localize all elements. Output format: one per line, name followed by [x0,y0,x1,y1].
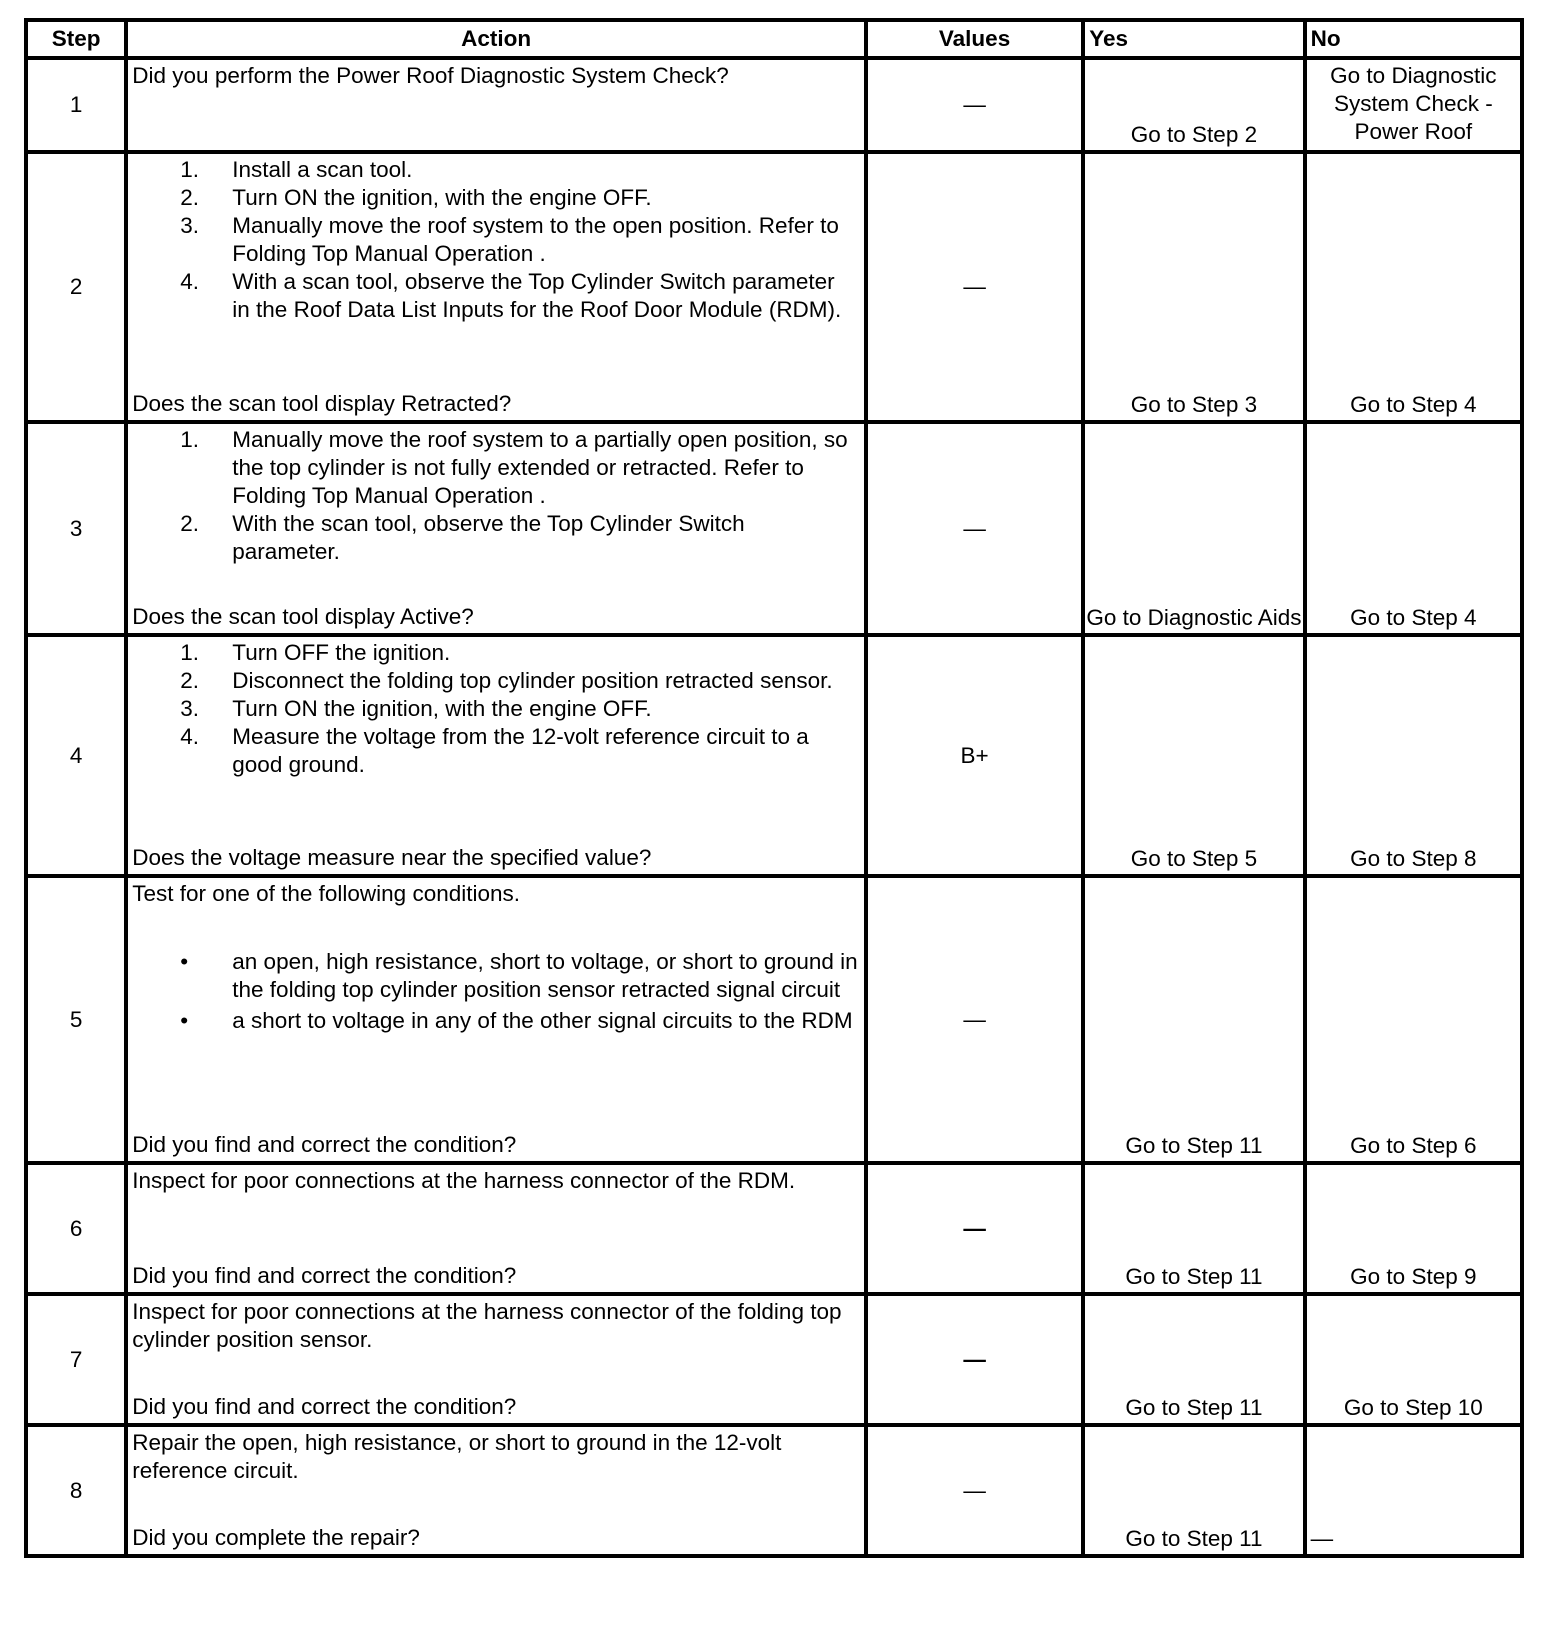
action-cell [126,1163,866,1294]
action-cell [126,422,866,635]
step-number: 5 [26,876,126,1163]
yes-cell: Go to Step 5 [1083,635,1304,876]
action-intro: Repair the open, high resistance, or short to ground in the 12-volt reference circuit. [132,1430,782,1483]
value-cell: — [866,1425,1083,1556]
yes-cell: Go to Step 11 [1083,876,1304,1163]
action-question: Does the voltage measure near the specified value? [132,845,652,870]
table-row [26,1425,1522,1556]
step-number: 6 [26,1163,126,1294]
action-cell [126,58,866,152]
table-row [26,876,1522,1163]
diagnostic-table [24,18,1524,1558]
no-cell: Go to Step 8 [1305,635,1522,876]
list-item: 1. Turn OFF the ignition. [180,640,451,665]
action-cell [126,1425,866,1556]
header-values: Values [866,20,1083,58]
step-number: 3 [26,422,126,635]
list-item: 2. Disconnect the folding top cylinder position retracted sensor. [180,668,833,693]
yes-cell: Go to Step 11 [1083,1163,1304,1294]
list-item: • an open, high resistance, short to voltage, or short to ground in the folding top cylinder position sensor retracted signal circuit [180,949,858,1002]
header-row [26,20,1522,58]
yes-cell: Go to Diagnostic Aids [1083,422,1304,635]
action-cell [126,635,866,876]
action-steps [132,156,858,324]
list-item: 4. With a scan tool, observe the Top Cylinder Switch parameter in the Roof Data List Inputs for the Roof Door Module (RDM). [180,269,842,322]
table-row [26,1294,1522,1425]
condition-list [132,948,858,1038]
list-item: 1. Manually move the roof system to a partially open position, so the top cylinder is not fully extended or retracted. Refer to Folding Top Manual Operation . [180,427,848,508]
value-cell: — [866,1163,1083,1294]
action-intro: Inspect for poor connections at the harness connector of the RDM. [132,1168,796,1193]
step-number: 8 [26,1425,126,1556]
header-action: Action [126,20,866,58]
action-cell [126,1294,866,1425]
list-item: 1. Install a scan tool. [180,157,413,182]
action-steps [132,639,858,779]
value-cell: — [866,58,1083,152]
yes-cell: Go to Step 11 [1083,1425,1304,1556]
yes-cell: Go to Step 3 [1083,152,1304,422]
action-cell [126,876,866,1163]
action-question: Did you complete the repair? [132,1525,420,1550]
value-cell: — [866,152,1083,422]
value-cell: — [866,422,1083,635]
value-cell: — [866,1294,1083,1425]
step-number: 7 [26,1294,126,1425]
list-item: • a short to voltage in any of the other signal circuits to the RDM [180,1008,853,1033]
no-cell: — [1305,1425,1522,1556]
no-cell: Go to Step 4 [1305,422,1522,635]
action-question: Does the scan tool display Retracted? [132,391,512,416]
action-question: Did you find and correct the condition? [132,1132,517,1157]
header-step: Step [26,20,126,58]
yes-cell: Go to Step 2 [1083,58,1304,152]
action-question: Did you find and correct the condition? [132,1263,517,1288]
table-row [26,58,1522,152]
action-cell [126,152,866,422]
action-question: Did you find and correct the condition? [132,1394,517,1419]
no-cell: Go to Step 10 [1305,1294,1522,1425]
action-intro: Did you perform the Power Roof Diagnostic System Check? [132,63,729,88]
step-number: 1 [26,58,126,152]
step-number: 2 [26,152,126,422]
header-yes: Yes [1083,20,1304,58]
list-item: 2. Turn ON the ignition, with the engine OFF. [180,185,652,210]
yes-cell: Go to Step 11 [1083,1294,1304,1425]
value-cell: — [866,876,1083,1163]
action-intro: Test for one of the following conditions. [132,881,521,906]
no-cell: Go to Diagnostic System Check - Power Roof [1305,58,1522,152]
no-cell: Go to Step 6 [1305,876,1522,1163]
list-item: 4. Measure the voltage from the 12-volt reference circuit to a good ground. [180,724,809,777]
list-item: 3. Manually move the roof system to the open position. Refer to Folding Top Manual Operation . [180,213,839,266]
table-row [26,422,1522,635]
table-row [26,152,1522,422]
action-question: Does the scan tool display Active? [132,604,474,629]
list-item: 3. Turn ON the ignition, with the engine OFF. [180,696,652,721]
no-cell: Go to Step 9 [1305,1163,1522,1294]
no-cell: Go to Step 4 [1305,152,1522,422]
action-steps [132,426,858,566]
header-no: No [1305,20,1522,58]
list-item: 2. With the scan tool, observe the Top Cylinder Switch parameter. [180,511,745,564]
table-row [26,635,1522,876]
value-cell: B+ [866,635,1083,876]
step-number: 4 [26,635,126,876]
table-row [26,1163,1522,1294]
action-intro: Inspect for poor connections at the harness connector of the folding top cylinder position sensor. [132,1299,842,1352]
